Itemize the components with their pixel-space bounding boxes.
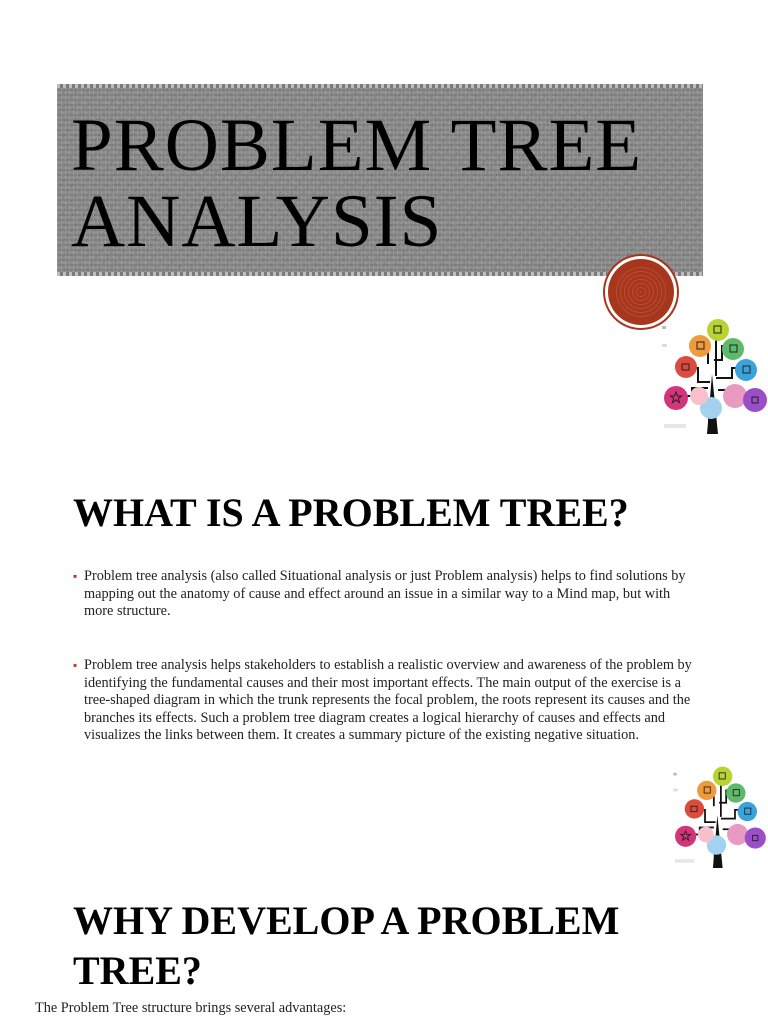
bullet-item (72, 657, 697, 745)
page-title (71, 104, 643, 263)
section-heading-why-develop: WHY DEVELOP A PROBLEM TREE? (73, 898, 620, 993)
colorful-tree-icon (672, 764, 768, 868)
title-banner (57, 84, 703, 276)
bullet-text: Problem tree analysis helps stakeholders to establish a realistic overview and awareness of the problem by identifying the fundamental causes and their most important effects. The main output of the exercise is a tree-shaped diagram in which the trunk represents the focal problem, the roots represent its causes and the branches its effects. Such a problem tree diagram creates a logical hierarchy of causes and effects and visualizes the links between them. It creates a summary picture of the existing negative situation. (84, 657, 692, 743)
section-intro-text: The Problem Tree structure brings several advantages: (35, 1000, 347, 1016)
colorful-tree-icon (662, 316, 768, 434)
page-title-line-2: ANALYSIS (71, 180, 443, 263)
page-title-line-1: PROBLEM TREE (71, 104, 643, 187)
bullet-item (72, 568, 697, 621)
bullet-list (72, 568, 697, 621)
bullet-marker-icon: ▪ (73, 658, 78, 672)
section-heading-what-is: WHAT IS A PROBLEM TREE? (73, 490, 629, 535)
bullet-text: Problem tree analysis (also called Situational analysis or just Problem analysis) helps to find solutions by mapping out the anatomy of cause and effect around an issue in a similar way to a Mind map, but with more structure. (84, 568, 686, 619)
bullet-list (72, 657, 697, 745)
bullet-marker-icon: ▪ (73, 569, 78, 583)
